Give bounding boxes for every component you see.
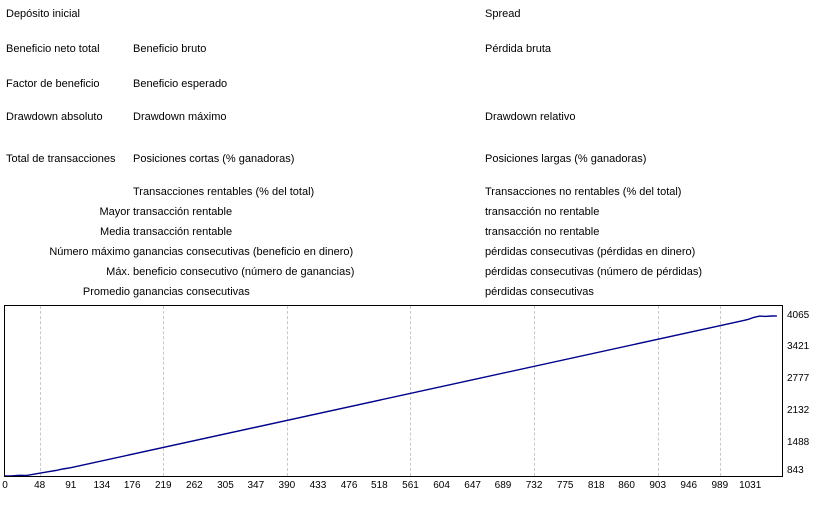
x-axis-tick-label: 689 [494, 480, 512, 491]
stat-label-average: Media [100, 226, 130, 238]
stat-label-consecutive-loss: pérdidas consecutivas (número de pérdidas) [485, 266, 703, 278]
x-axis-tick-label: 647 [464, 480, 481, 491]
x-axis-tick-label: 476 [340, 480, 358, 491]
stat-label-absolute-drawdown: Drawdown absoluto [6, 111, 103, 123]
x-axis-tick-label: 518 [371, 480, 388, 491]
stat-label-maximum: Número máximo [49, 246, 130, 258]
stat-label-profit-trades: Transacciones rentables (% del total) [133, 186, 315, 198]
stat-label-average-consecutive-wins: ganancias consecutivas [133, 286, 250, 298]
stat-label-largest: Mayor [99, 206, 130, 218]
x-axis-tick-label: 305 [217, 480, 234, 491]
table-row [0, 226, 836, 248]
stat-label-expected-payoff: Beneficio esperado [133, 78, 228, 90]
table-row [0, 206, 836, 228]
chart-x-axis [4, 481, 794, 497]
stat-label-loss-trades: Transacciones no rentables (% del total) [485, 186, 682, 198]
table-row [0, 8, 836, 30]
x-axis-tick-label: 903 [649, 480, 667, 491]
x-axis-tick-label: 433 [309, 480, 327, 491]
x-axis-tick-label: 48 [34, 480, 46, 491]
stat-label-consecutive-wins: ganancias consecutivas (beneficio en dinero) [133, 246, 354, 258]
table-row [0, 111, 836, 133]
stat-label-profit-factor: Factor de beneficio [6, 78, 100, 90]
stat-label-consecutive-profit: beneficio consecutivo (número de ganancias) [133, 266, 355, 278]
x-axis-tick-label: 818 [587, 480, 605, 491]
stat-label-average-consecutive: Promedio [82, 286, 130, 298]
y-axis-tick-label: 1488 [787, 437, 810, 449]
table-row [0, 78, 836, 100]
table-row [0, 43, 836, 65]
x-axis-tick-label: 1031 [739, 480, 762, 491]
balance-line [5, 316, 777, 476]
y-axis-tick-label: 2777 [787, 373, 810, 385]
stat-label-maximal: Máx. [106, 266, 130, 278]
stat-label-consecutive-losses: pérdidas consecutivas (pérdidas en dinero) [485, 246, 696, 258]
stat-label-total-trades: Total de transacciones [6, 153, 116, 165]
x-axis-tick-label: 390 [278, 480, 296, 491]
table-row [0, 246, 836, 268]
x-axis-tick-label: 732 [525, 480, 543, 491]
stat-label-largest-loss-trade: transacción no rentable [485, 206, 600, 218]
stat-label-initial-deposit: Depósito inicial [6, 8, 80, 20]
y-axis-tick-label: 843 [787, 465, 804, 476]
stat-label-spread: Spread [485, 8, 521, 20]
x-axis-tick-label: 176 [123, 480, 141, 491]
stat-label-average-consecutive-losses: pérdidas consecutivas [485, 286, 594, 298]
y-axis-tick-label: 4065 [787, 309, 810, 321]
stat-label-average-profit-trade: transacción rentable [133, 226, 233, 238]
stat-label-maximal-drawdown: Drawdown máximo [133, 111, 227, 123]
balance-equity-chart [4, 305, 832, 505]
balance-line-series [5, 306, 782, 476]
stat-label-average-loss-trade: transacción no rentable [485, 226, 600, 238]
stat-label-largest-profit-trade: transacción rentable [133, 206, 233, 218]
table-row [0, 266, 836, 288]
x-axis-tick-label: 134 [93, 480, 111, 491]
y-axis-tick-label: 3421 [787, 341, 810, 353]
x-axis-tick-label: 262 [186, 480, 203, 491]
table-row [0, 153, 836, 175]
stat-label-gross-loss: Pérdida bruta [485, 43, 552, 55]
stat-label-long-positions: Posiciones largas (% ganadoras) [485, 153, 647, 165]
stat-label-total-net-profit: Beneficio neto total [6, 43, 100, 55]
x-axis-tick-label: 775 [556, 480, 574, 491]
x-axis-tick-label: 91 [65, 480, 77, 491]
chart-plot-area [4, 305, 783, 477]
x-axis-tick-label: 604 [433, 480, 450, 491]
stat-label-relative-drawdown: Drawdown relativo [485, 111, 576, 123]
chart-y-axis [787, 305, 833, 477]
x-axis-tick-label: 860 [618, 480, 635, 491]
x-axis-tick-label: 0 [2, 480, 8, 491]
x-axis-tick-label: 347 [247, 480, 265, 491]
x-axis-tick-label: 219 [154, 480, 172, 491]
table-row [0, 186, 836, 208]
x-axis-tick-label: 946 [680, 480, 698, 491]
stat-label-gross-profit: Beneficio bruto [133, 43, 207, 55]
stat-label-short-positions: Posiciones cortas (% ganadoras) [133, 153, 295, 165]
y-axis-tick-label: 2132 [787, 405, 810, 417]
x-axis-tick-label: 989 [711, 480, 729, 491]
x-axis-tick-label: 561 [402, 480, 419, 491]
